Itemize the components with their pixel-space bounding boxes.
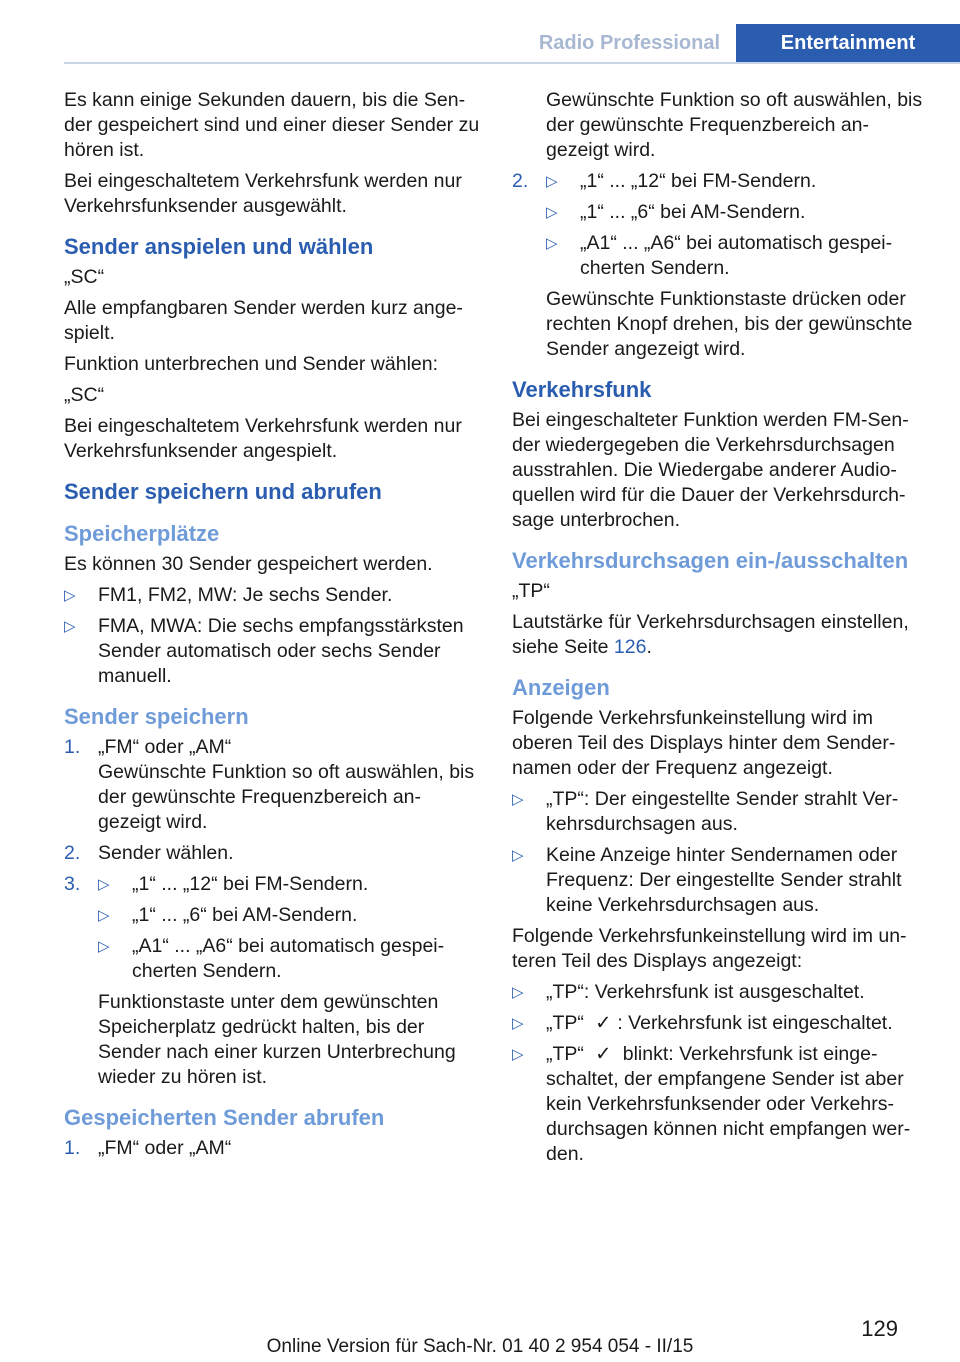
triangle-bullet-icon: ▷: [546, 173, 558, 190]
step-number: 2.: [64, 842, 81, 864]
paragraph: Bei eingeschalteter Funktion werden FM-Sen‐der wiedergegeben die Verkehrsdurchsagen ausstrahlen. Die Wiedergabe anderer Audio‐quellen wird für die Dauer der Verkehrsdurch‐sage unterbrochen.: [512, 409, 909, 531]
checkmark-icon: ✓: [595, 1043, 612, 1065]
list-item: ▷ „A1“ ... „A6“ bei automatisch gespei‐cherten Sendern.: [98, 935, 445, 982]
triangle-bullet-icon: ▷: [64, 618, 76, 635]
list-item: ▷ Keine Anzeige hinter Sendernamen oder Frequenz: Der eingestellte Sender strahlt keine Verkehrsdurchsagen aus.: [512, 844, 902, 916]
step-number: 2.: [512, 170, 529, 192]
heading-speicherplaetze: Speicherplätze: [64, 521, 220, 546]
list-item: ▷ „TP“: Der eingestellte Sender strahlt Ver‐kehrsdurchsagen aus.: [512, 788, 899, 835]
list-item: ▷ „A1“ ... „A6“ bei automatisch gespei‐cherten Sendern.: [546, 232, 893, 279]
paragraph: Folgende Verkehrsfunkeinstellung wird im un‐teren Teil des Displays angezeigt:: [512, 925, 907, 972]
step-continuation: [512, 88, 928, 163]
numbered-step: [64, 872, 480, 1090]
triangle-bullet-icon: ▷: [546, 235, 558, 252]
right-column: [512, 88, 928, 1173]
list-item: ▷ „1“ ... „12“ bei FM-Sendern.: [98, 873, 369, 895]
heading-sender-speichern: Sender speichern: [64, 704, 249, 729]
list-item: ▷ „TP“: Verkehrsfunk ist ausgeschaltet.: [512, 981, 865, 1003]
checkmark-icon: ✓: [595, 1012, 612, 1034]
triangle-bullet-icon: ▷: [98, 907, 110, 924]
paragraph: Funktion unterbrechen und Sender wählen:: [64, 353, 439, 375]
command-label: „SC“: [64, 384, 105, 406]
paragraph: Lautstärke für Verkehrsdurchsagen einstellen, siehe Seite 126.: [512, 611, 909, 658]
header-section: Radio Professional: [538, 32, 720, 54]
triangle-bullet-icon: ▷: [64, 587, 76, 604]
numbered-step: [512, 169, 928, 362]
step-number: 3.: [64, 873, 81, 895]
numbered-step: 1. „FM“ oder „AM“: [64, 1137, 232, 1159]
paragraph: Alle empfangbaren Sender werden kurz ange‐spielt.: [64, 297, 463, 344]
triangle-bullet-icon: ▷: [512, 1015, 524, 1032]
step-number: 1.: [64, 736, 81, 758]
heading-verkehrsfunk: Verkehrsfunk: [512, 377, 652, 402]
page-number: 129: [861, 1316, 898, 1341]
numbered-step: 2. Sender wählen.: [64, 842, 234, 864]
triangle-bullet-icon: ▷: [512, 847, 524, 864]
page-header: [64, 24, 960, 64]
command-label: „SC“: [64, 266, 105, 288]
list-item: ▷ „1“ ... „6“ bei AM-Sendern.: [546, 201, 806, 223]
heading-verkehrsdurchsagen: Verkehrsdurchsagen ein-/ausschalten: [512, 548, 909, 573]
footer: Online Version für Sach-Nr. 01 40 2 954 054 - II/15: [266, 1336, 694, 1357]
list-item: ▷ „1“ ... „6“ bei AM-Sendern.: [98, 904, 358, 926]
heading-sender-speichern-abrufen: Sender speichern und abrufen: [64, 479, 382, 504]
triangle-bullet-icon: ▷: [98, 876, 110, 893]
page-link[interactable]: 126: [613, 636, 647, 658]
triangle-bullet-icon: ▷: [98, 938, 110, 955]
list-item: ▷ FMA, MWA: Die sechs empfangsstärksten Sender automatisch oder sechs Sender manuell.: [64, 615, 464, 687]
heading-gespeicherten-sender-abrufen: Gespeicherten Sender abrufen: [64, 1105, 385, 1130]
step-note: Gewünschte Funktion so oft auswählen, bis der gewünschte Frequenzbereich an‐gezeigt wird.: [546, 89, 923, 161]
step-note: Gewünschte Funktionstaste drücken oder rechten Knopf drehen, bis der gewünschte Sender angezeigt wird.: [546, 288, 913, 360]
paragraph: Bei eingeschaltetem Verkehrsfunk werden nur Verkehrsfunksender angespielt.: [64, 415, 462, 462]
paragraph: Folgende Verkehrsfunkeinstellung wird im oberen Teil des Displays hinter dem Sender‐namen oder der Frequenz angezeigt.: [512, 707, 896, 779]
list-item: ▷ „1“ ... „12“ bei FM-Sendern.: [546, 170, 817, 192]
triangle-bullet-icon: ▷: [512, 1046, 524, 1063]
triangle-bullet-icon: ▷: [512, 791, 524, 808]
numbered-step: 1. „FM“ oder „AM“ Gewünschte Funktion so oft auswählen, bis der gewünschte Frequenzbereich an‐gezeigt wird.: [64, 735, 480, 835]
triangle-bullet-icon: ▷: [546, 204, 558, 221]
paragraph: Bei eingeschaltetem Verkehrsfunk werden nur Verkehrsfunksender ausgewählt.: [64, 170, 462, 217]
paragraph: Es können 30 Sender gespeichert werden.: [64, 553, 433, 575]
step-note: Funktionstaste unter dem gewünschten Speicherplatz gedrückt halten, bis der Sender nach einer kurzen Unterbrechung wieder zu hören ist.: [98, 991, 456, 1088]
heading-sender-anspielen: Sender anspielen und wählen: [64, 234, 374, 259]
step-note: Gewünschte Funktion so oft auswählen, bis der gewünschte Frequenzbereich an‐gezeigt wird.: [98, 761, 475, 833]
left-column: [64, 88, 480, 1167]
list-item: ▷ „TP“ ✓ blinkt: Verkehrsfunk ist einge‐schaltet, der empfangene Sender ist aber kein Verkehrsfunksender oder Verkehrs‐durchsagen können nicht empfangen wer‐den.: [512, 1043, 911, 1165]
triangle-bullet-icon: ▷: [512, 984, 524, 1001]
heading-anzeigen: Anzeigen: [512, 675, 610, 700]
step-number: 1.: [64, 1137, 81, 1159]
command-label: „TP“: [512, 580, 550, 602]
list-item: ▷ „TP“ ✓ : Verkehrsfunk ist eingeschaltet.: [512, 1012, 893, 1034]
paragraph: Es kann einige Sekunden dauern, bis die Sen‐der gespeichert sind und einer dieser Sender zu hören ist.: [64, 89, 480, 161]
list-item: ▷ FM1, FM2, MW: Je sechs Sender.: [64, 584, 393, 606]
header-chapter: Entertainment: [736, 24, 960, 62]
